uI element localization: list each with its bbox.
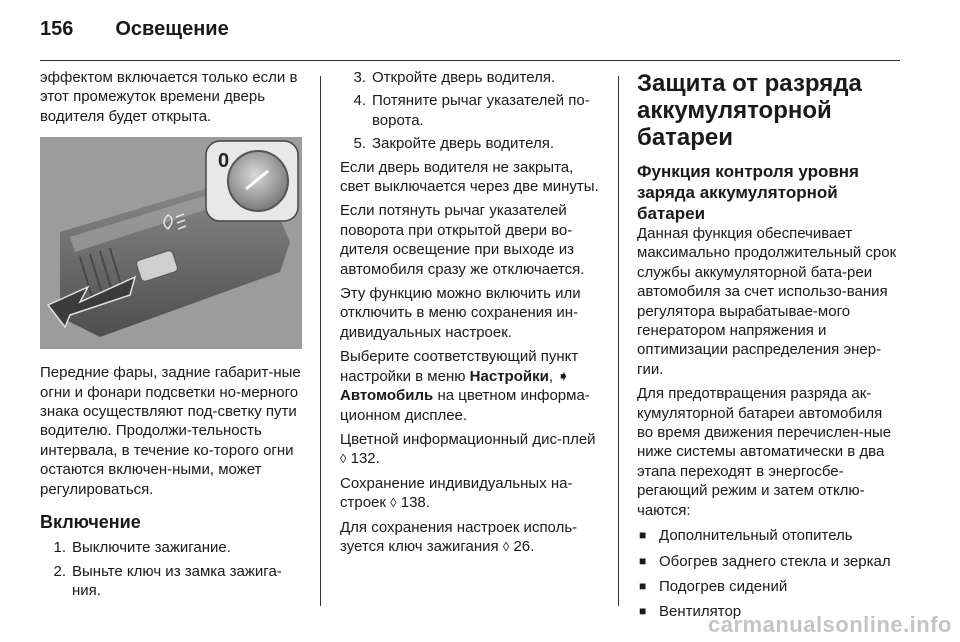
- bullet-text: Вентилятор: [659, 603, 742, 621]
- paragraph-prevention: Для предотвращения разряда ак-кумуляторной батареи автомобиля во время движения перечислен-ные ниже системы автоматически в два этапа переходят в энергосбе-регающий режим и затем отклю-чаются:: [637, 385, 892, 519]
- square-bullet-icon: ■: [639, 578, 647, 593]
- body-paragraph: Передние фары, задние габарит-ные огни и фонари подсветки но-мерного знака осуществляют под-светку пути водителю. Продолжи-тельность интервала, в течение ко-торого огни остаются включен-ными, может регулироваться.: [40, 364, 301, 498]
- menu-path-post: на цветном информа-ционном дисплее.: [340, 387, 590, 424]
- paragraph-lever-pull: Если потянуть рычаг указателей поворота при открытой двери во-дителя освещение при выходе из автомобиля сразу же отключается.: [340, 202, 585, 278]
- list-item: [637, 577, 901, 596]
- list-item: [40, 538, 302, 557]
- paragraph-door-open: Если дверь водителя не закрыта, свет выключается через две минуты.: [340, 158, 599, 196]
- bullet-text: Обогрев заднего стекла и зеркал: [659, 552, 891, 570]
- paragraph-display-ref: [340, 430, 602, 469]
- page-ref-icon: ◊: [502, 538, 510, 554]
- ref-page: 132.: [350, 450, 380, 468]
- column-1: [40, 68, 302, 605]
- page-title: Освещение: [115, 18, 229, 40]
- menu-settings: Настройки: [469, 367, 549, 385]
- list-item: [637, 552, 901, 571]
- column-divider-2: [618, 76, 619, 606]
- menu-path-pre: Выберите соответствующий пункт настройки в меню: [340, 348, 579, 385]
- ref-text: Сохранение индивидуальных на-строек: [340, 474, 573, 512]
- page-ref-icon: ◊: [340, 451, 347, 467]
- step-number: 5.: [353, 135, 366, 153]
- section-title-battery: Защита от разряда аккумуляторной батареи: [637, 70, 862, 151]
- column-3: [637, 68, 901, 628]
- section-title-activation: Включение: [40, 512, 141, 533]
- bullet-text: Подогрев сидений: [659, 577, 788, 595]
- step-text: Потяните рычаг указателей по-ворота.: [372, 92, 590, 129]
- menu-arrow-icon: ➧: [557, 367, 570, 385]
- square-bullet-icon: ■: [639, 604, 647, 619]
- step-number: 2.: [53, 562, 66, 580]
- ref-text: Цветной информационный дис-плей: [340, 430, 596, 448]
- paragraph-menu-path: [340, 347, 602, 425]
- ref-text: Для сохранения настроек исполь-зуется ключ зажигания: [340, 518, 578, 555]
- list-item: [40, 562, 302, 601]
- paragraph-function: Данная функция обеспечивает максимально продолжительный срок службы аккумуляторной бата-реи автомобиля за счет использо-вания регулятора вырабатывае-мого генератором напряжения и оптимизации распределения энер-гии.: [637, 225, 897, 378]
- page-ref-icon: ◊: [390, 495, 397, 511]
- list-item: [340, 134, 602, 153]
- square-bullet-icon: ■: [639, 528, 647, 543]
- list-item: [637, 526, 901, 545]
- step-number: 3.: [353, 69, 366, 86]
- paragraph-key-ref: [340, 518, 602, 557]
- step-number: 4.: [353, 92, 366, 110]
- lever-figure: [40, 137, 302, 349]
- intro-paragraph: эффектом включается только если в этот промежуток времени дверь водителя будет открыта.: [40, 69, 298, 125]
- paragraph-enable: Эту функцию можно включить или отключить в меню сохранения ин-дивидуальных настроек.: [340, 285, 581, 341]
- square-bullet-icon: ■: [639, 553, 647, 568]
- steps-list-2: [340, 68, 602, 154]
- figure-zero-label: 0: [218, 150, 230, 173]
- page-header: [40, 18, 229, 46]
- step-number: 1.: [53, 539, 66, 557]
- list-item: [340, 68, 602, 87]
- ref-page: 138.: [400, 494, 430, 512]
- subsection-title: Функция контроля уровня заряда аккумуляторной батареи: [637, 162, 859, 223]
- steps-list-1: [40, 538, 302, 600]
- step-text: Закройте дверь водителя.: [372, 135, 554, 153]
- column-2: [340, 68, 602, 561]
- header-rule: [40, 60, 900, 61]
- menu-sep: ,: [548, 367, 553, 385]
- bullet-text: Дополнительный отопитель: [659, 527, 853, 545]
- step-text: Выньте ключ из замка зажига-ния.: [72, 562, 282, 600]
- page-number: 156: [40, 18, 74, 40]
- systems-list: [637, 526, 901, 622]
- step-text: Откройте дверь водителя.: [372, 69, 556, 86]
- ref-page: 26.: [513, 537, 535, 555]
- column-divider-1: [320, 76, 321, 606]
- paragraph-settings-ref: [340, 474, 602, 513]
- menu-vehicle: Автомобиль: [340, 387, 434, 405]
- step-text: Выключите зажигание.: [72, 539, 231, 557]
- watermark: carmanualsonline.info: [708, 612, 952, 637]
- list-item: [340, 91, 602, 130]
- lever-illustration: [40, 137, 302, 349]
